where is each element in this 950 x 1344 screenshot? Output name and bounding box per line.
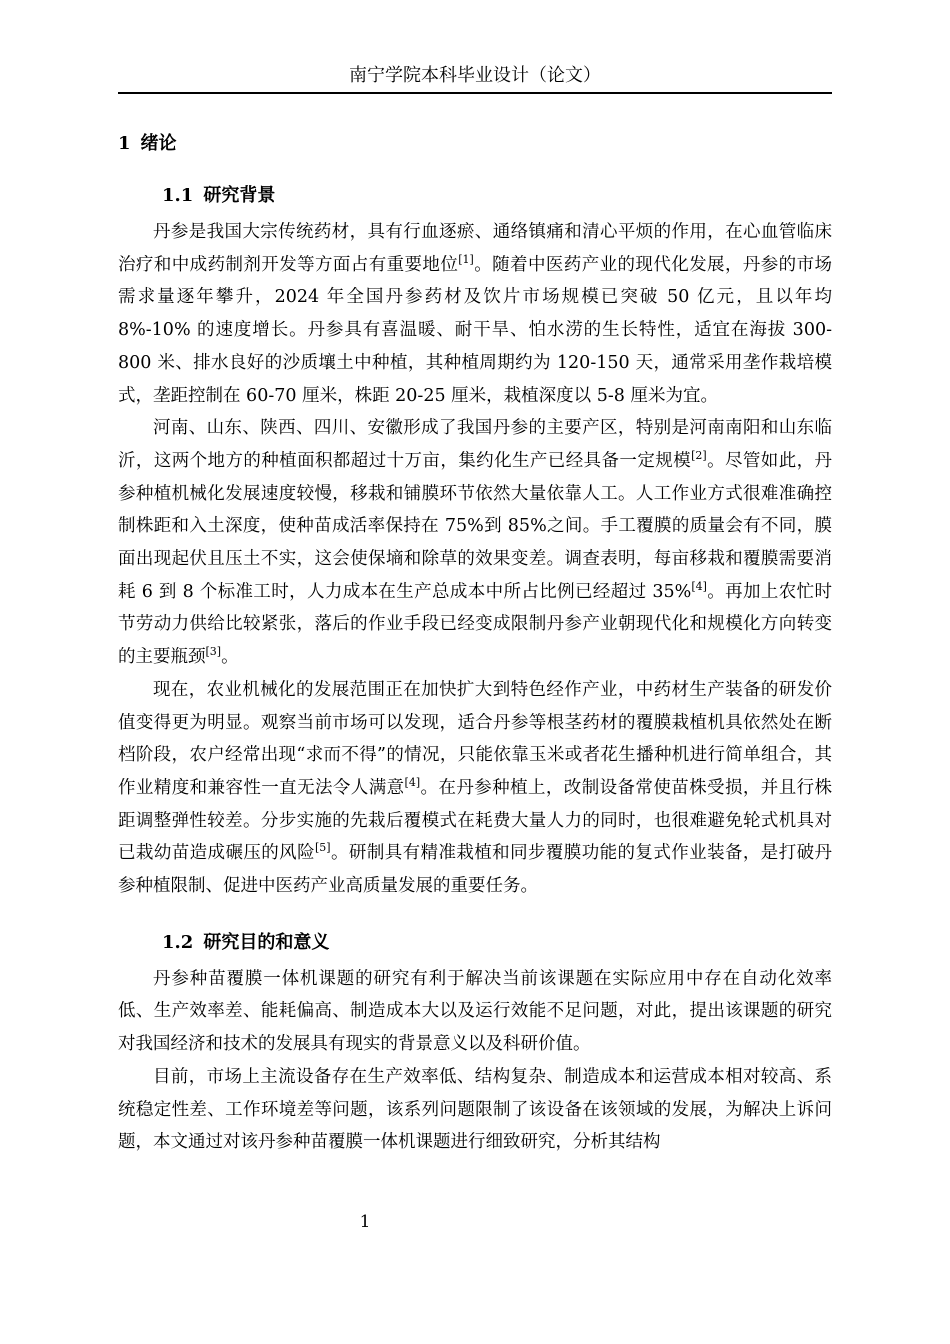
section-title: 研究目的和意义 <box>203 931 330 953</box>
paragraph-background-2 <box>118 412 832 674</box>
page-body <box>118 126 832 1159</box>
paragraph-text: 。随着中医药产业的现代化发展，丹参的市场需求量逐年攀升，2024 年全国丹参药材及饮片市场规模已突破 50 亿元，且以年均 8%-10% 的速度增长。丹参具有喜温暖、耐干旱、怕水涝的生长特性，适宜在海拔 300-800 米、排水良好的沙质壤土中种植，其种植周期约为 120-150 天，通常采用垄作栽培模式，垄距控制在 60-70 厘米，株距 20-25 厘米，栽植深度以 5-8 厘米为宜。 <box>118 254 832 406</box>
paragraph-text: 。再加上农忙时节劳动力供给比较紧张，落后的作业手段已经变成限制丹参产业朝现代化和规模化方向转变的主要瓶颈 <box>118 581 832 668</box>
citation-ref: [4] <box>691 579 707 593</box>
citation-ref: [3] <box>205 645 222 659</box>
paragraph-purpose-1: 丹参种苗覆膜一体机课题的研究有利于解决当前该课题在实际应用中存在自动化效率低、生产效率差、能耗偏高、制造成本大以及运行效能不足问题，对此，提出该课题的研究对我国经济和技术的发展具有现实的背景意义以及科研价值。 <box>118 968 832 1055</box>
section-heading-1-1 <box>118 178 832 214</box>
paragraph-text: 。在丹参种植上，改制设备常使苗株受损，并且行株距调整弹性较差。分步实施的先栽后覆模式在耗费大量人力的同时，也很难避免轮式机具对已栽幼苗造成碾压的风险 <box>118 777 833 864</box>
citation-ref: [2] <box>691 449 707 463</box>
chapter-number: 1 <box>118 133 131 154</box>
running-header: 南宁学院本科毕业设计（论文） <box>349 65 601 86</box>
paragraph-text: 。尽管如此，丹参种植机械化发展速度较慢，移栽和铺膜环节依然大量依靠人工。人工作业方式很难准确控制株距和入土深度，使种苗成活率保持在 75%到 85%之间。手工覆膜的质量会有不同，膜面出现起伏且压土不实，这会使保墒和除草的效果变差。调查表明，每亩移栽和覆膜需要消耗 6 到 8 个标准工时，人力成本在生产总成本中所占比例已经超过 35% <box>118 450 833 602</box>
paragraph-text: 现在，农业机械化的发展范围正在加快扩大到特色经作产业，中药材生产装备的研发价值变得更为明显。观察当前市场可以发现，适合丹参等根茎药材的覆膜栽植机具依然处在断档阶段，农户经常出现“求而不得”的情况，只能依靠玉米或者花生播种机进行简单组合，其作业精度和兼容性一直无法令人满意 <box>118 679 832 798</box>
citation-ref: [1] <box>458 252 474 266</box>
paragraph-text: 河南、山东、陕西、四川、安徽形成了我国丹参的主要产区，特别是河南南阳和山东临沂，这两个地方的种植面积都超过十万亩，集约化生产已经具备一定规模 <box>118 418 832 471</box>
paragraph-background-3 <box>118 674 832 903</box>
chapter-title: 绪论 <box>140 133 177 154</box>
paragraph-text: 。研制具有精准栽植和同步覆膜功能的复式作业装备，是打破丹参种植限制、促进中医药产业高质量发展的重要任务。 <box>118 843 833 897</box>
section-heading-1-2 <box>118 925 832 961</box>
citation-ref: [5] <box>315 841 331 855</box>
page-number: 1 <box>359 1212 371 1232</box>
paragraph-text: 丹参是我国大宗传统药材，具有行血逐瘀、通络镇痛和清心平烦的作用，在心血管临床治疗和中成药制剂开发等方面占有重要地位 <box>118 222 832 275</box>
section-number: 1.1 <box>162 185 194 206</box>
paragraph-purpose-2: 目前，市场上主流设备存在生产效率低、结构复杂、制造成本和运营成本相对较高、系统稳定性差、工作环境差等问题，该系列问题限制了该设备在该领域的发展，为解决上诉问题，本文通过对该丹参种苗覆膜一体机课题进行细致研究，分析其结构 <box>118 1066 832 1153</box>
header-rule <box>118 92 832 94</box>
section-number: 1.2 <box>162 931 194 953</box>
section-title: 研究背景 <box>203 185 276 206</box>
citation-ref: [4] <box>404 776 421 790</box>
chapter-heading <box>118 126 832 162</box>
paragraph-background-1 <box>118 216 832 412</box>
paragraph-text: 。 <box>221 647 239 668</box>
